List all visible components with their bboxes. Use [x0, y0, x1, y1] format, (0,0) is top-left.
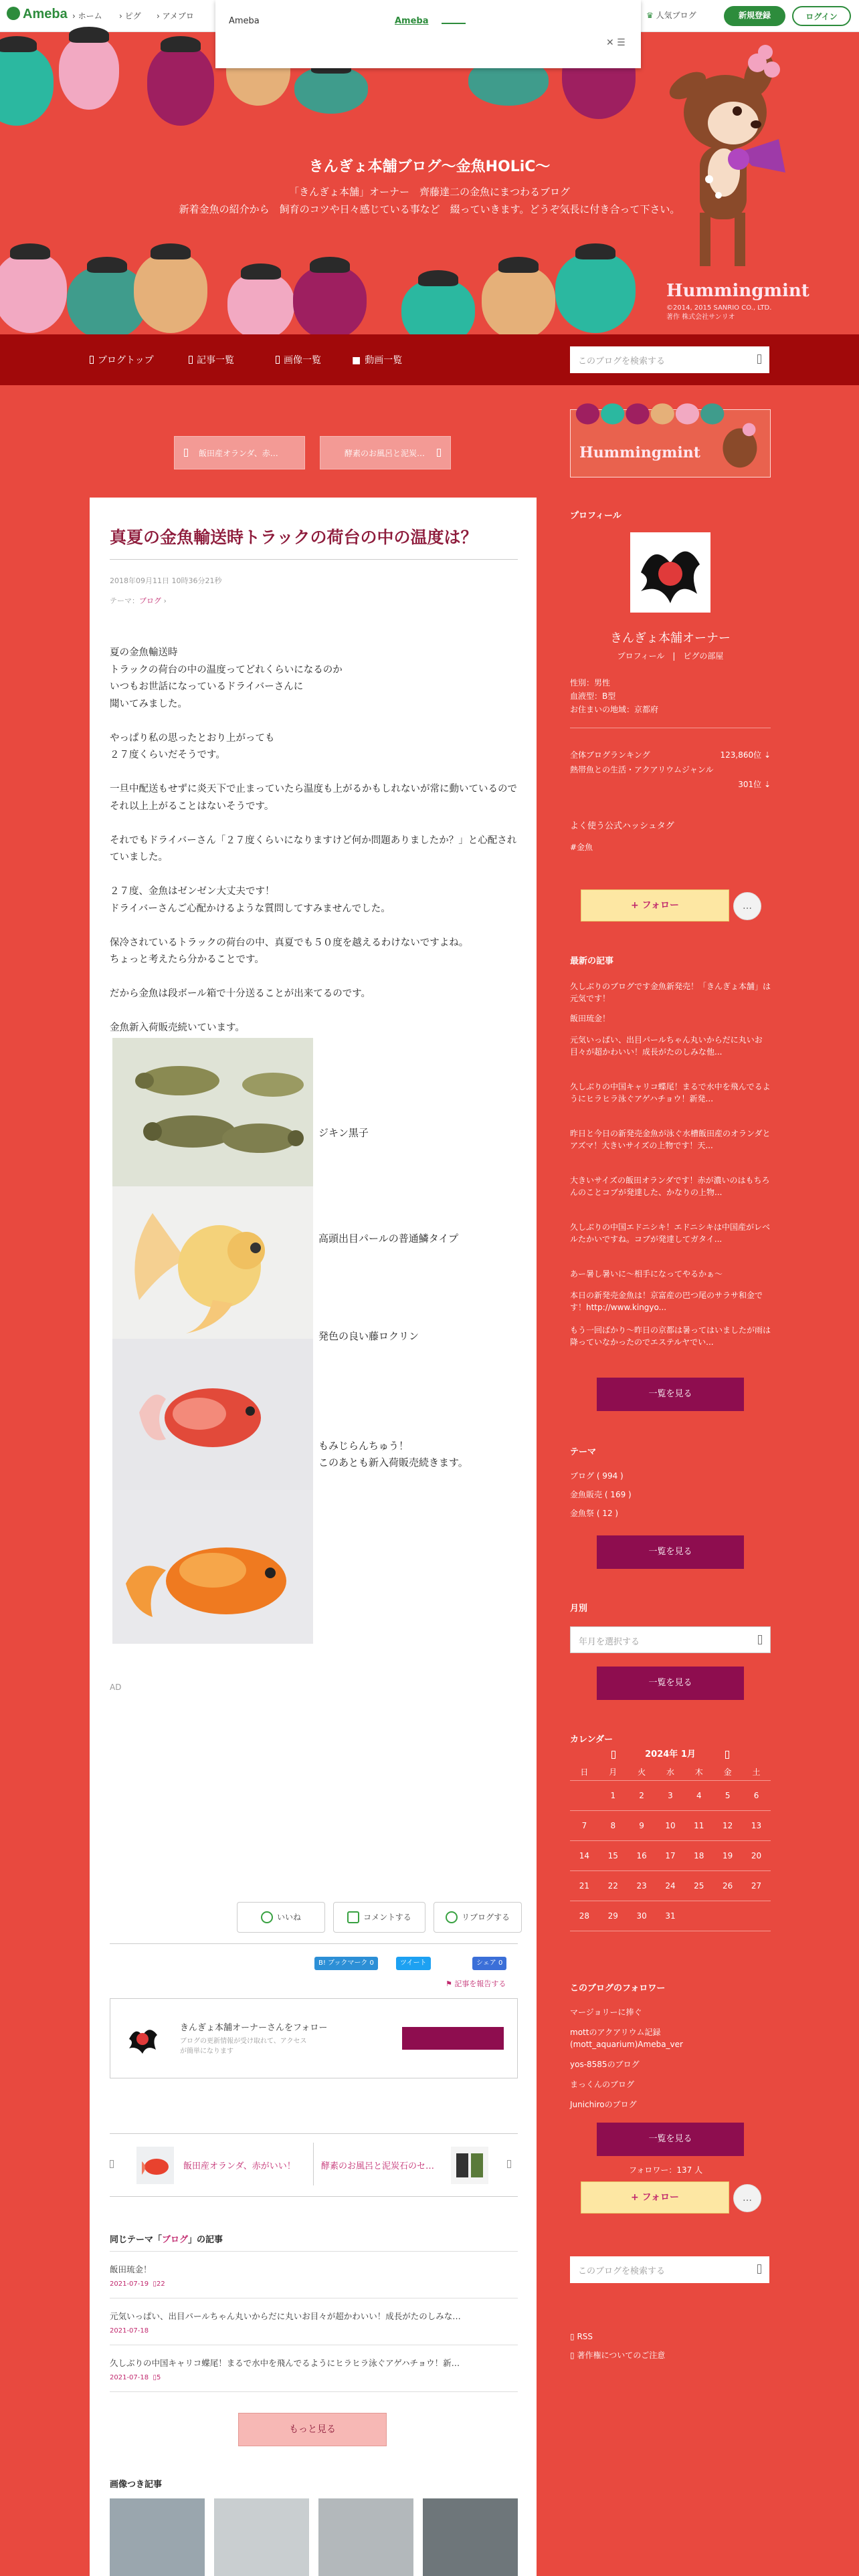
hashtag-link[interactable]: #金魚	[570, 843, 593, 852]
blog-description-line1: 「きんぎょ本舗」オーナー 齊藤達二の金魚にまつわるブログ	[288, 186, 570, 198]
divider	[110, 1943, 518, 1944]
nav-ameblo[interactable]: › アメブロ	[157, 11, 194, 21]
comment-icon: ▯	[153, 2280, 157, 2288]
article-date: 2018年09月11日 10時36分21秒	[110, 576, 222, 585]
hatena-bookmark-button[interactable]: B! ブックマーク 0	[314, 1957, 378, 1970]
hummingmint-banner[interactable]	[570, 409, 771, 477]
nav-video-list[interactable]: ■ 動画一覧	[352, 355, 403, 366]
nav-article-list[interactable]: 記事一覧	[189, 353, 234, 366]
profile-avatar[interactable]	[630, 532, 710, 613]
blog-title[interactable]: きんぎょ本舗ブログ〜金魚HOLiC〜	[308, 158, 551, 175]
latest-article-link[interactable]: 久しぶりのブログです金魚新発売！「きんぎょ本舗」は元気です！	[570, 982, 771, 1003]
crown-icon: ♛	[646, 11, 654, 20]
ameba-logo-icon	[7, 7, 20, 20]
hashtag-heading: よく使う公式ハッシュタグ	[570, 821, 674, 831]
goldfish-photo-ryukin[interactable]	[112, 1339, 313, 1490]
body-paragraph: それでもドライバーさん「２７度くらいになりますけど何か問題ありましたか？」と心配されていました。	[110, 835, 517, 863]
prev-article-title[interactable]: 飯田産オランダ、赤がいい！	[183, 2161, 296, 2171]
article-title[interactable]: 真夏の金魚輸送時トラックの荷台の中の温度は？	[110, 528, 478, 547]
list-icon	[189, 356, 193, 364]
strawberry-decoration	[227, 273, 294, 340]
chevron-right-icon[interactable]	[725, 1751, 729, 1759]
sanrio-copyright: ©2014, 2015 SANRIO CO., LTD. 著作 株式会社サンリオ	[666, 304, 772, 321]
report-article-link[interactable]: ⚑ 記事を報告する	[446, 1979, 506, 1988]
calendar-week: 1 2 3 4 5 6	[570, 1780, 771, 1810]
blog-icon	[90, 356, 94, 364]
strawberry-decoration	[0, 253, 67, 333]
signup-button[interactable]: 新規登録	[724, 6, 785, 26]
divider	[110, 2251, 518, 2252]
photo-caption: 高頭出目パールの普通鱗タイプ	[318, 1232, 458, 1245]
body-paragraph: 一旦中配送もせずに炎天下で止まっていたら温度も上がるかもしれないが常に動いているのでそれ以上上がることはないそうです。	[110, 784, 517, 812]
body-paragraph: やっぱり私の思ったとおり上がっても ２７度くらいだそうです。	[110, 732, 275, 760]
ad-label: AD	[110, 1683, 122, 1692]
follower-link[interactable]: まっくんのブログ	[570, 2080, 635, 2089]
latest-article-link[interactable]: 昨日と今日の新発売金魚が泳ぐ水槽飯田産のオランダとアズマ！大きいサイズの上物です！天...	[570, 1129, 771, 1150]
divider	[110, 2391, 518, 2392]
article-body	[110, 645, 518, 1037]
chevron-right-icon[interactable]	[507, 2160, 511, 2168]
calendar-heading: カレンダー	[570, 1735, 613, 1745]
hummingmint-brand: Hummingmint	[666, 281, 809, 301]
latest-articles-heading: 最新の記事	[570, 956, 614, 966]
divider	[110, 2196, 518, 2197]
calendar-week: 28 29 30 31	[570, 1901, 771, 1931]
theme-list-button[interactable]: 一覧を見る	[597, 1535, 744, 1569]
prev-article-thumbnail[interactable]	[136, 2147, 174, 2184]
theme-link[interactable]: 金魚販売 ( 169 )	[570, 1490, 632, 1499]
theme-link[interactable]: ブログ ( 994 )	[570, 1471, 624, 1481]
genre-ranking[interactable]: 熱帯魚との生活・アクアリウムジャンル	[570, 765, 714, 774]
follower-link[interactable]: mottのアクアリウム記録(mott_aquarium)Ameba_ver	[570, 2028, 683, 2049]
latest-article-link[interactable]: 元気いっぱい、出目パールちゃん丸いからだに丸いお目々が超かわいい！成長がたのしみな他...	[570, 1035, 763, 1057]
follow-owner-button[interactable]	[402, 2027, 504, 2050]
nav-image-list[interactable]: 画像一覧	[276, 353, 321, 366]
chevron-right-icon	[437, 449, 441, 457]
strawberry-decoration	[555, 253, 636, 333]
list-item[interactable]: 久しぶりの中国キャリコ蝶尾！まるで水中を飛んでるようにヒラヒラ泳ぐアゲハチョウ！新… 2021-07-18 ▯5	[110, 2358, 460, 2381]
image-article-thumbnail[interactable]	[110, 2498, 205, 2576]
profile-heading: プロフィール	[570, 511, 622, 521]
strawberry-decoration	[482, 266, 555, 340]
strawberry-decoration	[0, 45, 54, 126]
chevron-down-icon	[758, 1635, 762, 1644]
next-article-thumbnail[interactable]	[451, 2147, 488, 2184]
calendar-month-title: 2024年 1月	[645, 1749, 696, 1759]
monthly-heading: 月別	[570, 1604, 588, 1614]
strawberry-decoration	[294, 67, 368, 114]
tweet-button[interactable]: ツイート	[396, 1957, 431, 1970]
strawberry-decoration	[147, 45, 214, 126]
divider	[110, 2133, 518, 2134]
followers-heading: このブログのフォロワー	[570, 1983, 666, 1994]
theme-link[interactable]: ブログ	[139, 597, 161, 605]
ameba-logo[interactable]: Ameba	[7, 7, 68, 22]
theme-link[interactable]: 金魚祭 ( 12 )	[570, 1509, 619, 1518]
followers-list-button[interactable]: 一覧を見る	[597, 2123, 744, 2156]
popup-ad-title: Ameba	[229, 16, 260, 26]
rss-link[interactable]: ▯ RSS	[570, 2332, 593, 2341]
profile-gender: 性別：男性	[570, 678, 611, 687]
more-articles-button[interactable]: もっと見る	[238, 2413, 387, 2446]
copyright-notice-link[interactable]: ▯ 著作権についてのご注意	[570, 2351, 666, 2360]
body-paragraph: ２７度、金魚はゼンゼン大丈夫です！ ドライバーさんご心配かけるような質問してすみませんでした。	[110, 886, 391, 914]
body-paragraph: だから金魚は段ボール箱で十分送ることが出来てるのです。	[110, 988, 371, 999]
latest-article-link[interactable]: 本日の新発売金魚は！京富産の巴つ尾のサラサ和金です！http://www.kingyo...	[570, 1291, 763, 1312]
chevron-left-icon[interactable]	[611, 1751, 615, 1759]
photo-caption: ジキン黒子	[318, 1127, 369, 1139]
owner-avatar[interactable]	[122, 2019, 163, 2059]
month-select[interactable]: 年月を選択する	[570, 1626, 771, 1653]
search-icon[interactable]	[757, 354, 761, 364]
comment-icon: ▯	[153, 2374, 157, 2381]
image-article-thumbnail[interactable]	[318, 2498, 413, 2576]
calendar-week: 14 15 16 17 18 19 20	[570, 1840, 771, 1870]
image-icon	[276, 356, 280, 364]
profile-name[interactable]: きんぎょ本舗オーナー	[610, 631, 731, 645]
strawberry-decoration	[134, 253, 207, 333]
follower-link[interactable]: マージョリーに捧ぐ	[570, 2008, 642, 2017]
blog-search-input[interactable]: このブログを検索する	[570, 346, 769, 373]
latest-article-link[interactable]: 久しぶりの中国エドニシキ！エドニシキは中国産がレベルたかいですね。コブが発達してガタイ...	[570, 1222, 771, 1244]
sidebar-footer-links	[570, 2327, 665, 2365]
image-article-thumbnail[interactable]	[214, 2498, 309, 2576]
divider	[110, 559, 518, 560]
follow-button[interactable]: + フォロー	[581, 889, 729, 922]
search-icon[interactable]	[757, 2264, 761, 2274]
close-icon[interactable]: ✕ ☰	[606, 37, 626, 48]
article-theme: テーマ：ブログ ›	[110, 597, 167, 605]
nav-home[interactable]: › ホーム	[72, 11, 102, 21]
image-articles-heading: 画像つき記事	[110, 2480, 163, 2490]
like-button[interactable]: いいね	[237, 1902, 325, 1933]
body-paragraph: 夏の金魚輸送時 トラックの荷台の中の温度ってどれくらいになるのか いつもお世話になっているドライバーさんに 聞いてみました。	[110, 647, 343, 710]
body-paragraph: 保冷されているトラックの荷台の中、真夏でも５０度を越えるわけないですよね。 ちょっと考えたら分かることです。	[110, 937, 469, 965]
follower-count: フォロワー：137 人	[629, 2165, 703, 2175]
follow-owner-box	[110, 1998, 518, 2078]
calendar	[570, 1745, 771, 1931]
more-options-button[interactable]: …	[733, 2184, 761, 2212]
profile-link[interactable]: プロフィール	[617, 651, 665, 661]
popup-ad-link[interactable]: Ameba	[395, 16, 429, 26]
next-article-title[interactable]: 酵素のお風呂と泥炭石のセ…	[321, 2161, 435, 2171]
photo-caption: もみじらんちゅう！ このあとも新入荷販売続きます。	[318, 1440, 468, 1469]
like-icon	[261, 1911, 273, 1923]
profile-region: お住まいの地域：京都府	[570, 705, 659, 714]
facebook-share-button[interactable]: シェア 0	[472, 1957, 506, 1970]
profile-blood-type: 血液型：B型	[570, 691, 616, 701]
popup-ad-underline	[442, 23, 466, 24]
fawn-character-illustration	[658, 45, 799, 286]
strawberry-decoration	[293, 266, 367, 340]
same-theme-heading: 同じテーマ「ブログ」の記事	[110, 2235, 223, 2245]
latest-article-link[interactable]: 久しぶりの中国キャリコ蝶尾！まるで水中を飛んでるようにヒラヒラ泳ぐアゲハチョウ！新発...	[570, 1082, 771, 1103]
popup-ad-banner[interactable]	[215, 0, 641, 68]
follower-link[interactable]: Junichiroのブログ	[570, 2100, 637, 2109]
popular-blogs-link[interactable]: ♛ 人気ブログ	[646, 11, 696, 20]
latest-article-link[interactable]: あー暑し暑いに〜相手になってやるかぁ〜	[570, 1269, 723, 1279]
follower-link[interactable]: yos-8585のブログ	[570, 2060, 640, 2069]
blog-description-line2: 新着金魚の紹介から 飼育のコツや日々感じている事など 綴っていきます。どうぞ気長に付き合って下さい。	[179, 203, 680, 215]
follow-box-subtitle: ブログの更新情報が受け取れて、アクセスが簡単になります	[180, 2038, 307, 2055]
overall-ranking[interactable]: 全体ブログランキング 123,860位 ⇣	[570, 750, 771, 760]
image-article-thumbnail[interactable]	[423, 2498, 518, 2576]
calendar-week: 21 22 23 24 25 26 27	[570, 1870, 771, 1901]
nav-pigg[interactable]: › ピグ	[119, 11, 141, 21]
camera-icon: ■	[352, 355, 361, 366]
calendar-weekdays: 日 月 火 水 木 金 土	[570, 1764, 771, 1780]
profile-links: プロフィール | ピグの部屋	[617, 651, 724, 661]
divider	[313, 2143, 314, 2185]
reblog-icon	[446, 1911, 458, 1923]
goldfish-photo-momiji-ranchu[interactable]	[112, 1490, 313, 1644]
goldfish-photo-jikin[interactable]	[112, 1038, 313, 1186]
blog-header	[0, 32, 859, 334]
chevron-left-icon	[184, 449, 188, 457]
latest-list-button[interactable]: 一覧を見る	[597, 1378, 744, 1411]
banner-brand-text: Hummingmint	[579, 444, 700, 461]
blog-nav-bar	[0, 334, 859, 385]
prev-article-button[interactable]: 飯田産オランダ、赤…	[174, 436, 305, 469]
sidebar-search-input[interactable]: このブログを検索する	[570, 2256, 769, 2283]
calendar-grid	[570, 1764, 771, 1931]
document-icon: ▯	[570, 2351, 575, 2360]
follow-button[interactable]: + フォロー	[581, 2181, 729, 2214]
list-item[interactable]: 飯田琉金！ 2021-07-19 ▯22	[110, 2264, 165, 2288]
login-button[interactable]: ログイン	[792, 6, 851, 26]
nav-blog-top[interactable]: ブログトップ	[90, 353, 154, 366]
month-list-button[interactable]: 一覧を見る	[597, 1667, 744, 1700]
chevron-left-icon[interactable]	[110, 2160, 114, 2168]
body-paragraph: 金魚新入荷販売続いています。	[110, 1023, 245, 1033]
strawberry-decoration	[59, 36, 119, 110]
pigg-room-link[interactable]: ピグの部屋	[683, 651, 724, 661]
latest-article-link[interactable]: 大きいサイズの飯田オランダです！赤が濃いのはもちろんのことコブが発達した、かなりの上物...	[570, 1176, 770, 1197]
flag-icon: ⚑	[446, 1979, 452, 1988]
calendar-week: 7 8 9 10 11 12 13	[570, 1810, 771, 1840]
latest-article-link[interactable]: 飯田琉金！	[570, 1014, 611, 1023]
theme-heading: テーマ	[570, 1447, 597, 1457]
list-item[interactable]: 元気いっぱい、出目パールちゃん丸いからだに丸いお目々が超かわいい！成長がたのしみな… 2021-07-18	[110, 2311, 461, 2335]
comment-icon	[347, 1911, 359, 1923]
comment-button[interactable]: コメントする	[333, 1902, 425, 1933]
rss-icon: ▯	[570, 2332, 575, 2341]
goldfish-photo-pearlscale[interactable]	[112, 1186, 313, 1339]
next-article-button[interactable]: 酵素のお風呂と泥炭…	[320, 436, 451, 469]
photo-caption: 発色の良い藤ロクリン	[318, 1330, 419, 1342]
more-options-button[interactable]: …	[733, 892, 761, 920]
follow-box-title: きんぎょ本舗オーナーさんをフォロー	[180, 2023, 328, 2033]
latest-article-link[interactable]: もう一回ばかり〜昨日の京都は暑ってはいましたが雨は降っていなかったのでエステルヤでい...	[570, 1325, 771, 1347]
article-main	[90, 498, 537, 2576]
reblog-button[interactable]: リブログする	[434, 1902, 522, 1933]
